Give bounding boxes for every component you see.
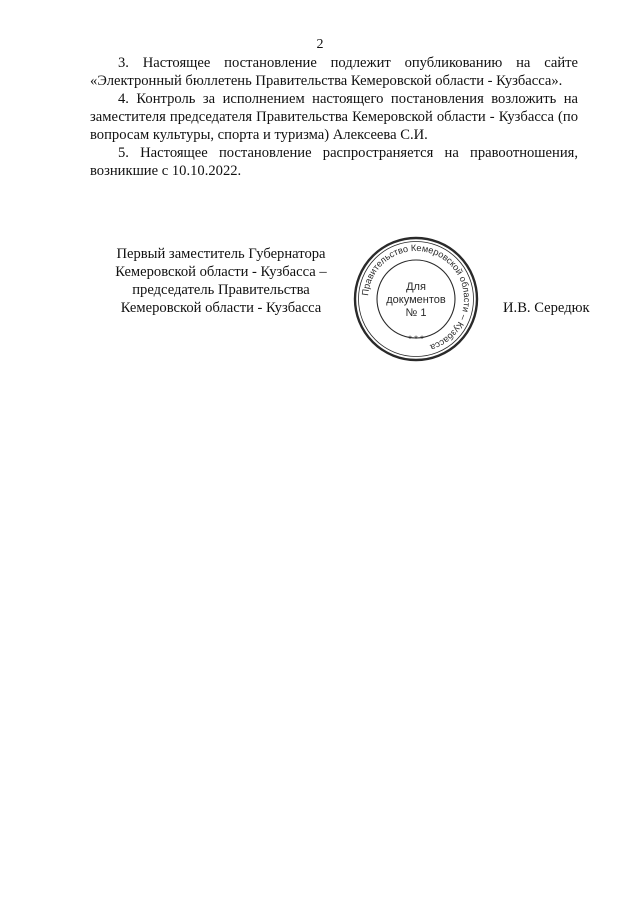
official-seal bbox=[353, 236, 479, 362]
signatory-position bbox=[90, 245, 352, 317]
page-number: 2 bbox=[316, 37, 324, 52]
seal-graphic bbox=[353, 236, 479, 362]
signatory-position-line: Первый заместитель Губернатора bbox=[116, 246, 326, 262]
signatory-position-line: председатель Правительства bbox=[132, 282, 310, 298]
paragraph-effective-date: 5. Настоящее постановление распространяется на правоотношения, возникшие с 10.10.2022. bbox=[90, 145, 578, 179]
signatory-name: И.В. Середюк bbox=[503, 300, 590, 316]
seal-ring-text: Правительство Кемеровской области – Кузбасса bbox=[360, 242, 473, 353]
paragraph-publication: 3. Настоящее постановление подлежит опубликованию на сайте «Электронный бюллетень Правительства Кемеровской области - Кузбасса». bbox=[90, 55, 578, 89]
paragraph-control: 4. Контроль за исполнением настоящего постановления возложить на заместителя председателя Правительства Кемеровской области - Кузбасса (по вопросам культуры, спорта и туризма) Алексеева С.И. bbox=[90, 91, 578, 143]
document-body bbox=[90, 54, 578, 180]
signatory-position-line: Кемеровской области - Кузбасса bbox=[120, 300, 322, 316]
seal-center-line: документов bbox=[386, 294, 446, 306]
seal-stars: * * * bbox=[408, 334, 424, 344]
seal-center-line: Для bbox=[406, 281, 426, 293]
signatory-position-line: Кемеровской области - Кузбасса – bbox=[115, 264, 327, 280]
seal-center-line: № 1 bbox=[405, 307, 427, 319]
